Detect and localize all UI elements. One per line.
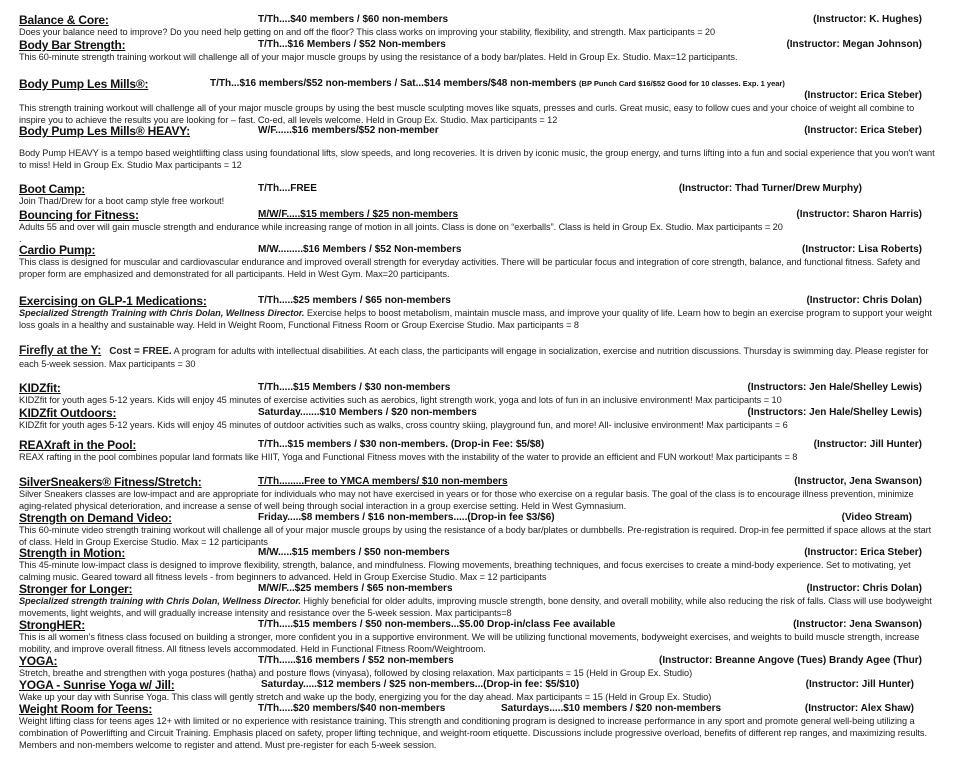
class-entry — [19, 124, 944, 171]
class-instructor: (Instructor: Erica Steber) — [804, 125, 922, 136]
class-description: Join Thad/Drew for a boot camp style free workout! — [19, 196, 225, 206]
class-title: StrongHER: — [19, 618, 85, 632]
class-instructor: (Instructor: Jill Hunter) — [805, 679, 914, 690]
class-schedule: T/Th.........Free to YMCA members/ $10 non-members — [258, 476, 508, 487]
class-title: KIDZfit: — [19, 381, 61, 395]
class-entry — [19, 618, 944, 655]
class-entry — [19, 438, 944, 463]
class-entry — [19, 243, 944, 280]
class-title: REAXraft in the Pool: — [19, 438, 137, 452]
class-instructor: (Instructor: Jena Swanson) — [793, 619, 922, 630]
class-entry — [19, 344, 944, 370]
class-title: Exercising on GLP-1 Medications: — [19, 294, 207, 308]
class-title: Weight Room for Teens: — [19, 702, 153, 716]
class-description: KIDZfit for youth ages 5-12 years. Kids will enjoy 45 minutes of exercise activities such as aerobics, light strength work, yoga and lots of fun in an inclusive environment! Max participants = 10 — [19, 395, 782, 405]
class-entry — [19, 182, 944, 207]
class-instructor: (Instructor: Erica Steber) — [804, 90, 922, 101]
class-entry — [19, 77, 944, 126]
class-title: Stronger for Longer: — [19, 582, 133, 596]
class-title: YOGA - Sunrise Yoga w/ Jill: — [19, 678, 175, 692]
class-schedule: W/F......$16 members/$52 non-member — [258, 125, 439, 136]
class-instructor: (Instructor: K. Hughes) — [813, 14, 922, 25]
class-entry — [19, 654, 944, 679]
class-entry — [19, 582, 944, 619]
class-schedule: Saturday.....$12 members / $25 non-members...(Drop-in fee: $5/$10) — [261, 679, 580, 690]
class-schedule: T/Th.....$25 members / $65 non-members — [258, 295, 451, 306]
class-schedule: T/Th......$16 members / $52 non-members — [258, 655, 454, 666]
class-description: REAX rafting in the pool combines popular land formats like HIIT, Yoga and Functional Fitness moves with the instability of the water to provide an efficient and FUN workout! Max participants = 8 — [19, 452, 798, 462]
class-description-extra: . — [19, 234, 22, 244]
class-description — [19, 307, 939, 331]
class-title: Bouncing for Fitness: — [19, 208, 139, 222]
class-entry — [19, 38, 944, 63]
class-schedule: T/Th.....$20 members/$40 non-members — [258, 703, 446, 714]
class-entry — [19, 406, 944, 431]
class-description: This is all women's fitness class focused on building a stronger, more confident you in a supportive environment. We will be utilizing functional movements, bodyweight exercises, and weights to build muscle strength, increase mobility, and improve overall fitness. All fitness levels accommodated. Held in Functional Fitness Room/Weightroom. — [19, 632, 920, 654]
class-description: KIDZfit for youth ages 5-12 years. Kids will enjoy 45 minutes of outdoor activities such as walks, cross country skiing, playground fun, and more! All- inclusive environment! Max participants = 6 — [19, 420, 788, 430]
class-schedule: T/Th...$16 Members / $52 Non-members — [258, 39, 446, 50]
class-description: Body Pump HEAVY is a tempo based weightlifting class using foundational lifts, slow speeds, and long recoveries. It is driven by iconic music, the group energy, and turns lifting into a fun and social experience that you won't want to miss! Held in Group Ex. Studio Max participants = 12 — [19, 148, 935, 170]
class-title: Body Bar Strength: — [19, 38, 126, 52]
class-instructor: (Instructor: Alex Shaw) — [804, 703, 914, 714]
class-description-text: Highly beneficial for older adults, improving muscle strength, bone density, and overall mobility, while also reducing the risk of falls. Class will use bodyweight movements, light weights, and will gradually increase intensity and resistance over the 5-week session. Max participants=8 — [19, 596, 932, 618]
class-lead: Specialized Strength Training with Chris Dolan, Wellness Director. — [19, 308, 305, 318]
class-instructor: (Instructor: Jill Hunter) — [813, 439, 922, 450]
class-entry — [19, 678, 944, 703]
class-description: Stretch, breathe and strengthen with yoga postures (hatha) and posture flows (vinyasa), followed by closing relaxation. Max participants = 15 (Held in Group Ex. Studio) — [19, 668, 693, 678]
class-title: Body Pump Les Mills®: — [19, 77, 149, 91]
class-entry — [19, 475, 944, 512]
class-schedule: M/W/F.....$15 members / $25 non-members — [258, 209, 459, 220]
class-title: SilverSneakers® Fitness/Stretch: — [19, 475, 202, 489]
class-description: This strength training workout will challenge all of your major muscle groups by using the best muscle sculpting moves like squats, presses and curls. Great music, easy to follow cues and your choice of weight all combine to inspire you to achieve the results you are looking for – fast. Co-ed, all levels welcome. Held in Group Ex. Studio. Max participants = 12 — [19, 103, 915, 125]
class-description: This 60-minute video strength training workout will challenge all of your major muscle groups by using the resistance of a body bar/plates or dumbbells. Pre-registration is required. Drop-in fee permitted if space allows at the start of class. Held in Group Exercise Studio. Max = 12 participants — [19, 525, 932, 547]
class-title: Firefly at the Y: — [19, 343, 102, 357]
class-title: Strength in Motion: — [19, 546, 126, 560]
class-description — [19, 595, 939, 619]
class-instructor: (Instructors: Jen Hale/Shelley Lewis) — [747, 407, 922, 418]
class-title: Balance & Core: — [19, 13, 109, 27]
class-schedule: T/Th.....$15 members / $50 non-members...$5.00 Drop-in/class Fee available — [258, 619, 616, 630]
class-schedule: T/Th....FREE — [258, 183, 317, 194]
class-cost: Cost = FREE. — [109, 346, 172, 357]
class-description-text: A program for adults with intellectual disabilities. At each class, the participants will engage in socialization, exercise and nutrition discussions. Thursday is swimming day. Please register for each 5-week session. Max participants = 30 — [19, 346, 929, 369]
schedule-text: T/Th...$16 members/$52 non-members / Sat...$14 members/$48 non-members — [210, 78, 577, 89]
class-schedule: Saturday.......$10 Members / $20 non-members — [258, 407, 477, 418]
class-entry — [19, 381, 944, 406]
class-lead: Specialized strength training with Chris Dolan, Wellness Director. — [19, 596, 301, 606]
class-instructor: (Instructor, Jena Swanson) — [794, 476, 922, 487]
class-description-text: Exercise helps to boost metabolism, maintain muscle mass, and improve your quality of life. Learn how to begin an exercise program to support your weight loss goals in a healthy and sustainable way. Held in Weight Room, Functional Fitness Room or Group Exercise Studio. Max participants = 8 — [19, 308, 932, 330]
class-entry — [19, 294, 944, 331]
class-description: Weight lifting class for teens ages 12+ with limited or no experience with resistance training. This strength and conditioning program is designed to increase performance in any sport and promote general well-being utilizing a combination of Powerlifting and Circuit Training. Emphasis placed on safety, proper lifting technique, and weight-room etiquette. Discussions include progressive overload, benefits of different rep ranges, and maximizing results. Members and non-members welcome to register and attend. Must pre-register for each 5-week session. — [19, 716, 927, 750]
class-description: This 60-minute strength training workout will challenge all of your major muscle groups by using the resistance of a body bar/plates. Held in Group Ex. Studio. Max=12 participants. — [19, 52, 738, 62]
class-entry — [19, 511, 944, 548]
punch-card-note: (BP Punch Card $16/$52 Good for 10 classes. Exp. 1 year) — [579, 79, 785, 88]
class-schedule: Friday.....$8 members / $16 non-members.....(Drop-in fee $3/$6) — [258, 512, 555, 523]
class-schedule — [210, 78, 785, 89]
class-entry — [19, 546, 944, 583]
class-description: Adults 55 and over will gain muscle strength and endurance while increasing range of motion in all joints. Class is done on “exerballs”. Class is held in Group Ex. Studio. Max participants = 20 — [19, 222, 783, 232]
class-description: Wake up your day with Sunrise Yoga. This class will gently stretch and wake up the body, energizing you for the day ahead. Max participants = 15 (Held in Group Ex. Studio) — [19, 692, 712, 702]
class-schedule: T/Th...$15 members / $30 non-members. (Drop-in Fee: $5/$8) — [258, 439, 545, 450]
class-schedule: M/W/F...$25 members / $65 non-members — [258, 583, 453, 594]
class-instructor: (Instructor: Chris Dolan) — [806, 583, 922, 594]
class-instructor: (Instructor: Breanne Angove (Tues) Brandy Agee (Thur) — [659, 655, 922, 666]
class-schedule: M/W.....$15 members / $50 non-members — [258, 547, 450, 558]
class-instructor: (Instructor: Sharon Harris) — [796, 209, 922, 220]
class-instructor: (Instructor: Lisa Roberts) — [801, 244, 922, 255]
class-instructor: (Instructor: Megan Johnson) — [786, 39, 922, 50]
class-title: KIDZfit Outdoors: — [19, 406, 117, 420]
class-description: Does your balance need to improve? Do you need help getting on and off the floor? This class works on improving your stability, flexibility, and strength. Max participants = 20 — [19, 27, 716, 37]
class-schedule-saturday: Saturdays.....$10 members / $20 non-members — [501, 703, 722, 714]
class-instructor: (Video Stream) — [841, 512, 912, 523]
class-title: YOGA: — [19, 654, 58, 668]
class-description — [19, 344, 939, 370]
class-entry — [19, 208, 944, 245]
class-description: Silver Sneakers classes are low-impact and are appropriate for individuals who may not have exercised in years or for those who exercise on a regular basis. The goal of the class is to encourage illness prevention, minimize aging-related physical deterioration, and increase a sense of well being through social interaction in a group exercise setting. Held in West Gymnasium. — [19, 489, 914, 511]
class-schedule: T/Th.....$15 Members / $30 non-members — [258, 382, 451, 393]
class-schedule: T/Th....$40 members / $60 non-members — [258, 14, 449, 25]
class-description: This 45-minute low-impact class is designed to improve flexibility, strength, balance, and mindfulness. Flowing movements, breathing techniques, and focus exercises to create a mind-body experience. Set to motivating, yet calming music. Geared toward all fitness levels - from beginners to advanced. Held in Group Exercise Studio. Max = 12 participants — [19, 560, 911, 582]
class-entry — [19, 702, 944, 751]
class-title: Boot Camp: — [19, 182, 85, 196]
class-title: Cardio Pump: — [19, 243, 96, 257]
class-instructor: (Instructors: Jen Hale/Shelley Lewis) — [747, 382, 922, 393]
class-schedule: M/W.........$16 Members / $52 Non-members — [258, 244, 462, 255]
class-entry — [19, 13, 944, 38]
class-description: This class is designed for muscular and cardiovascular endurance and improved overall strength for everyday activities. There will be particular focus and integration of core strength, balance, and functional fitness. Safety and proper form are emphasized and demonstrated for all participants. Held in West Gym. Max=20 participants. — [19, 257, 921, 279]
class-title: Body Pump Les Mills® HEAVY: — [19, 124, 191, 138]
class-title: Strength on Demand Video: — [19, 511, 172, 525]
class-instructor: (Instructor: Thad Turner/Drew Murphy) — [678, 183, 862, 194]
class-instructor: (Instructor: Chris Dolan) — [806, 295, 922, 306]
class-instructor: (Instructor: Erica Steber) — [804, 547, 922, 558]
